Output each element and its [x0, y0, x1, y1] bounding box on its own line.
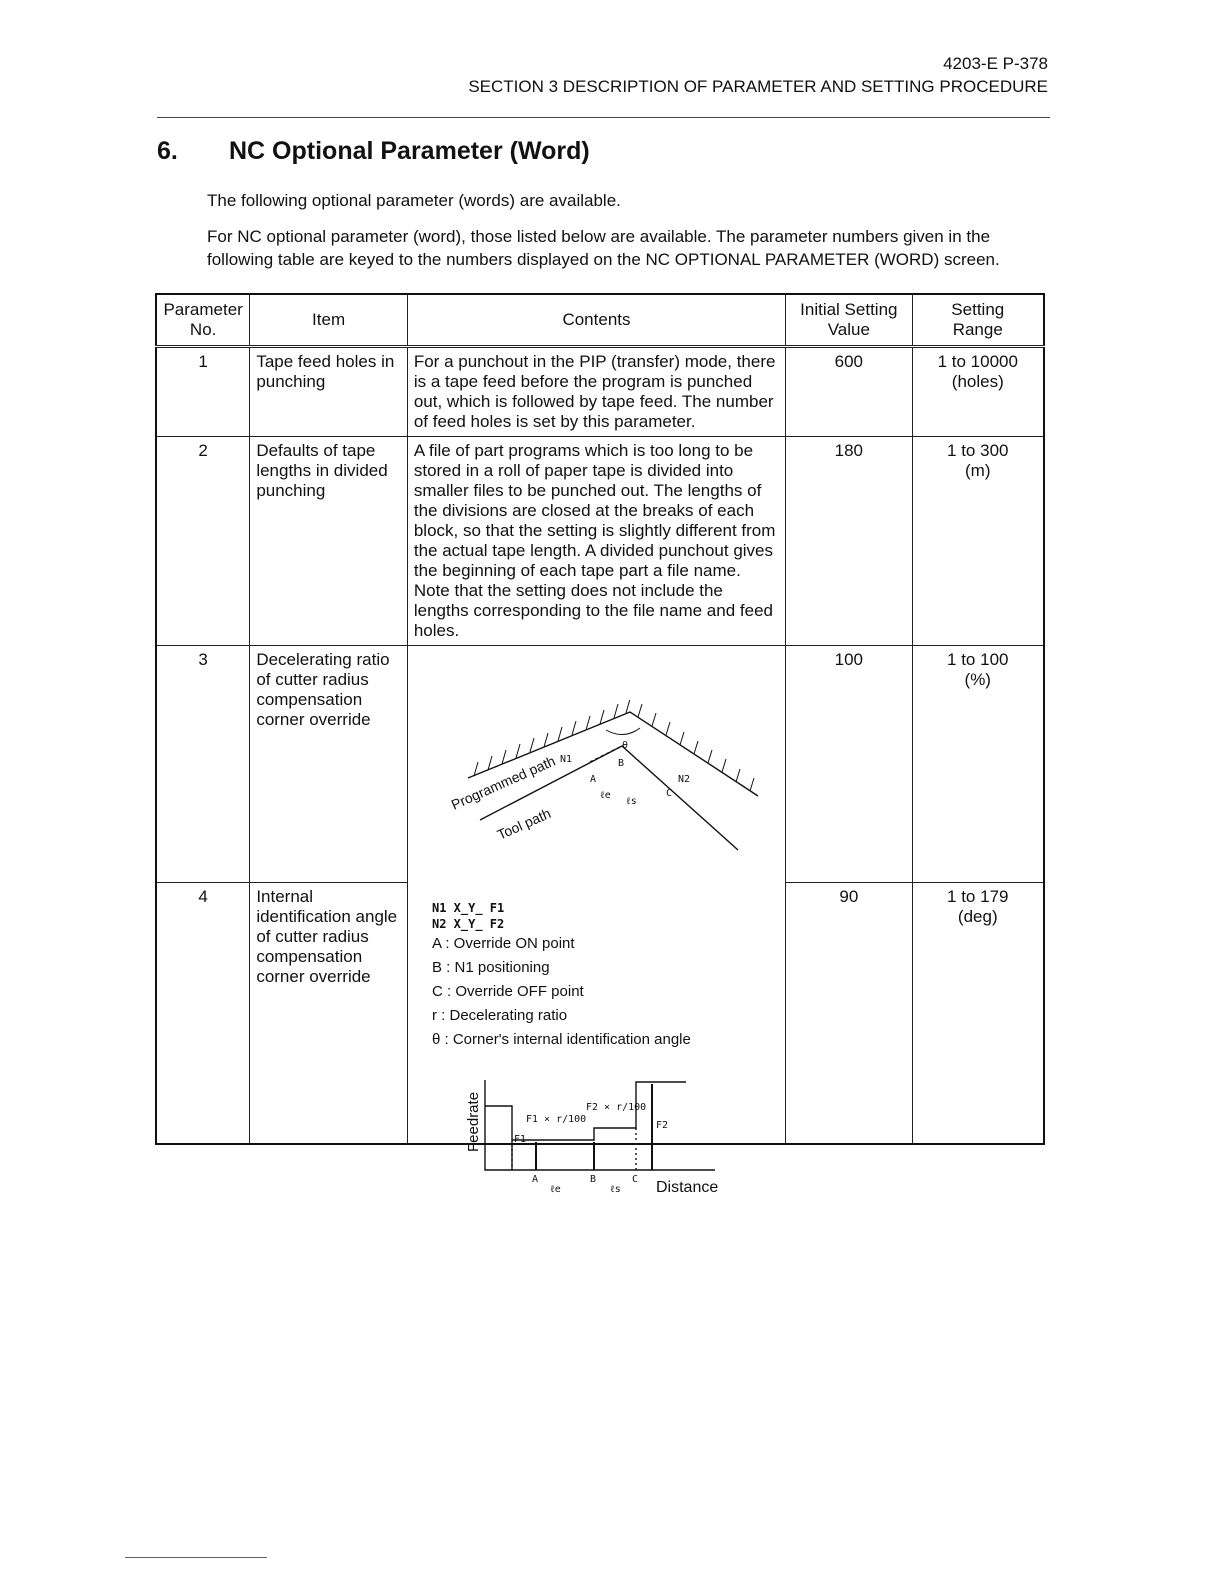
range-value: 1 to 300: [947, 441, 1009, 460]
header-init-line1: Initial Setting: [800, 300, 898, 319]
legend-theta: θ : Corner's internal identification angle: [432, 1031, 691, 1048]
header-range-line1: Setting: [951, 300, 1005, 319]
header-range-line2: Range: [952, 320, 1003, 339]
graph-le-label: ℓe: [550, 1184, 561, 1195]
row-contents: For a punchout in the PIP (transfer) mode, there is a tape feed before the program is punched out, which is followed by tape feed. The number of feed holes is set by this parameter.: [407, 347, 785, 437]
row-contents: A file of part programs which is too long to be stored in a roll of paper tape is divided into smaller files to be punched out. The lengths of the divisions are closed at the breaks of each block, so that the setting is slightly different from the actual tape length. A divided punchout gives the beginning of each tape part a file name. Note that the setting does not include the lengths corresponding to the file name and feed holes.: [407, 437, 785, 646]
footer-line: [125, 1557, 267, 1558]
row-item: Internal identification angle of cutter radius compensation corner override: [250, 883, 408, 1145]
legend-a: A : Override ON point: [432, 935, 575, 952]
row-initial-value: 100: [786, 646, 912, 883]
row-item: Decelerating ratio of cutter radius compensation corner override: [250, 646, 408, 883]
page-ref: 4203-E P-378: [943, 54, 1048, 73]
graph-axes: [485, 1080, 715, 1170]
header-no-line1: Parameter: [163, 300, 243, 319]
graph-point-a: A: [532, 1174, 539, 1185]
row-no: 2: [156, 437, 250, 646]
row-initial-value: 90: [786, 883, 912, 1145]
range-value: 1 to 100: [947, 650, 1009, 669]
programmed-path-label: Programmed path: [448, 752, 558, 813]
f1-step: [485, 1106, 512, 1170]
row-no: 3: [156, 646, 250, 883]
header-rule: [157, 117, 1050, 118]
f1-reduced-label: F1 × r/100: [526, 1114, 587, 1125]
theta-label: θ: [622, 740, 629, 751]
range-unit: (m): [965, 461, 991, 480]
row-initial-value: 600: [786, 347, 912, 437]
row-setting-range: [912, 646, 1044, 883]
header-setting-range: [912, 294, 1044, 347]
row-setting-range: [912, 347, 1044, 437]
point-b-label: B: [618, 758, 625, 769]
range-unit: (%): [964, 670, 991, 689]
row-initial-value: 180: [786, 437, 912, 646]
graph-point-c: C: [632, 1174, 639, 1185]
graph-ls-label: ℓs: [610, 1184, 621, 1195]
row-item: Defaults of tape lengths in divided punching: [250, 437, 408, 646]
header-parameter-no: [156, 294, 250, 347]
header-contents: Contents: [407, 294, 785, 347]
table-header-row: [156, 294, 1044, 347]
page-header: [468, 52, 1048, 98]
row-setting-range: [912, 437, 1044, 646]
code-n1: N1 X_Y_ F1: [432, 901, 505, 915]
row-no: 4: [156, 883, 250, 1145]
row-item: Tape feed holes in punching: [250, 347, 408, 437]
graph-y-label: Feedrate: [465, 1091, 482, 1152]
header-initial-value: [786, 294, 912, 347]
n2-label: N2: [678, 774, 691, 785]
graph-x-label: Distance: [656, 1179, 719, 1196]
code-n2: N2 X_Y_ F2: [432, 917, 505, 931]
header-item: Item: [250, 294, 408, 347]
le-label: ℓe: [600, 790, 611, 801]
legend-c: C : Override OFF point: [432, 983, 584, 1000]
header-init-line2: Value: [827, 320, 870, 339]
legend-r: r : Decelerating ratio: [432, 1007, 568, 1024]
header-no-line2: No.: [189, 320, 217, 339]
f2-reduced-label: F2 × r/100: [586, 1102, 647, 1113]
range-value: 1 to 179: [947, 887, 1009, 906]
ls-label: ℓs: [626, 796, 637, 807]
tool-path-label: Tool path: [494, 805, 554, 843]
feedrate-graph: [460, 1070, 750, 1200]
intro-paragraph-2: For NC optional parameter (word), those listed below are available. The parameter numbers given in the following table are keyed to the numbers displayed on the NC OPTIONAL PARAMETER (WORD) screen.: [207, 227, 1000, 269]
row-setting-range: [912, 883, 1044, 1145]
section-title: [157, 137, 590, 166]
point-c-label: C: [666, 788, 673, 799]
point-a-label: A: [590, 774, 597, 785]
graph-point-b: B: [590, 1174, 597, 1185]
section-title-text: NC Optional Parameter (Word): [229, 137, 590, 165]
intro-paragraph-1: The following optional parameter (words) are available.: [207, 191, 621, 210]
corner-path-diagram: [440, 700, 770, 860]
f1-label: F1: [514, 1134, 527, 1145]
section-heading: SECTION 3 DESCRIPTION OF PARAMETER AND SETTING PROCEDURE: [468, 77, 1048, 96]
section-number: 6.: [157, 137, 178, 165]
f2-label: F2: [656, 1120, 669, 1131]
table-row: [156, 347, 1044, 437]
range-value: 1 to 10000: [937, 352, 1018, 371]
legend-b: B : N1 positioning: [432, 959, 550, 976]
legend-block: [432, 900, 691, 1052]
range-unit: (holes): [951, 372, 1004, 391]
table-row: [156, 437, 1044, 646]
range-unit: (deg): [957, 907, 998, 926]
row-no: 1: [156, 347, 250, 437]
n1-label: N1: [560, 754, 573, 765]
